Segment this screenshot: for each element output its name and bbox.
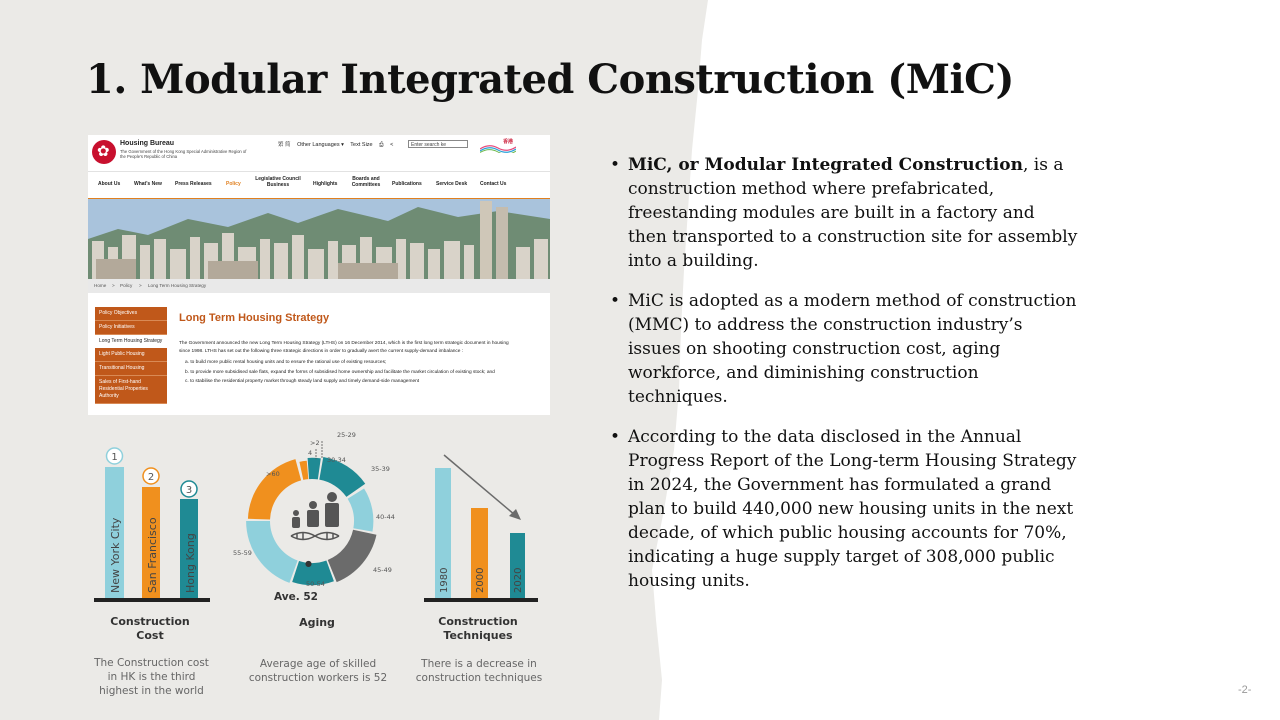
aging-title: Aging	[299, 616, 335, 629]
aging-caption-line: Average age of skilled	[259, 658, 377, 670]
page-body	[179, 340, 509, 388]
bullet-item	[608, 425, 1078, 593]
side-item-sales-authority[interactable]: Sales of First-hand Residential Properties Authority	[95, 376, 167, 404]
bullet-item	[608, 289, 1078, 409]
brand-hk-logo: 香港	[503, 139, 514, 145]
techniques-caption-line: There is a decrease in	[421, 658, 537, 670]
breadcrumb	[88, 279, 550, 293]
bullet-text: MiC is adopted as a modern method of construction (MMC) to address the construction industry’s issues on shooting construction cost, aging workforce, and diminishing construction techniques.	[628, 291, 1077, 407]
year-label-1980: 1980	[439, 567, 450, 593]
side-item-light-public-housing[interactable]: Light Public Housing	[95, 348, 167, 362]
aging-caption	[243, 657, 393, 685]
rank-3-label: 3	[185, 485, 193, 496]
city-label-new-york: New York City	[109, 517, 122, 593]
cost-title-line: Construction	[110, 615, 190, 628]
slide-title: 1. Modular Integrated Construction (MiC)	[86, 56, 1014, 103]
donut-label: 50-54	[306, 580, 325, 588]
bullet-lead: MiC, or Modular Integrated Construction	[628, 155, 1023, 175]
website-search-input[interactable]: Enter search ke	[408, 140, 468, 148]
cost-title-line: Cost	[136, 629, 164, 642]
cost-caption-line: in HK is the third	[107, 671, 196, 683]
website-nav	[88, 171, 550, 200]
side-item-lths[interactable]: Long Term Housing Strategy	[95, 335, 167, 348]
average-age-label: Ave. 52	[274, 591, 318, 603]
bureau-subtitle: The Government of the Hong Kong Special Administrative Region of the People's Republic of China	[120, 149, 247, 159]
donut-label: >60	[266, 470, 280, 478]
donut-label: >2	[310, 439, 320, 447]
cost-caption	[85, 656, 218, 698]
bullet-item	[608, 153, 1078, 273]
side-item-initiatives[interactable]: Policy Initiatives	[95, 321, 167, 335]
nav-item-service-desk[interactable]: Service Desk	[436, 181, 468, 187]
breadcrumb-separator: >	[112, 283, 115, 288]
donut-label: 40-44	[376, 513, 395, 521]
nav-item-about[interactable]: About Us	[98, 181, 121, 187]
decrease-arrow-icon	[444, 455, 515, 515]
city-skyline-banner	[88, 199, 550, 279]
cost-caption-line: highest in the world	[99, 685, 204, 697]
year-label-2000: 2000	[475, 567, 486, 593]
page-item: c. to stabilise the residential property market through steady land supply and timely demand-side management	[185, 379, 420, 384]
aging-caption-line: construction workers is 52	[248, 672, 388, 684]
techniques-caption	[413, 657, 545, 685]
page-item: a. to build more public rental housing units and to ensure the rational use of existing resources;	[185, 360, 387, 365]
donut-segment	[299, 461, 308, 480]
techniques-title-line: Techniques	[443, 629, 513, 642]
nav-item-press[interactable]: Press Releases	[175, 181, 212, 187]
donut-label: 45-49	[373, 566, 392, 574]
text-size-link[interactable]: Text Size	[350, 142, 373, 148]
donut-label: 55-59	[233, 549, 252, 557]
rank-1-label: 1	[111, 452, 118, 463]
bullet-list	[608, 153, 1078, 609]
nav-item-whats-new[interactable]: What's New	[134, 181, 162, 187]
year-label-2020: 2020	[513, 567, 524, 593]
cost-caption-line: The Construction cost	[94, 657, 209, 669]
breadcrumb-current: Long Term Housing Strategy	[148, 283, 207, 288]
share-icon[interactable]: <	[390, 142, 394, 148]
techniques-title-line: Construction	[438, 615, 518, 628]
cost-title	[100, 615, 200, 643]
city-label-san-francisco: San Francisco	[146, 517, 159, 593]
construction-infographic	[85, 425, 555, 710]
donut-label: 25-29	[337, 431, 356, 439]
donut-label: 30-34	[327, 456, 346, 464]
hk-emblem-icon	[92, 140, 116, 164]
side-item-objectives[interactable]: Policy Objectives	[95, 307, 167, 321]
nav-item-contact[interactable]: Contact Us	[480, 181, 507, 187]
donut-label: 4	[308, 449, 313, 457]
page-number: -2-	[1238, 684, 1252, 696]
city-label-hong-kong: Hong Kong	[184, 533, 197, 593]
nav-item-boards[interactable]: Boards and Committees	[351, 176, 381, 188]
chinese-toggle[interactable]: 繁 简	[278, 142, 291, 148]
bullet-text: , is a construction method where prefabricated, freestanding modules are built in a factory and then transported to a construction site for assembly into a building.	[628, 155, 1078, 271]
techniques-title	[428, 615, 528, 643]
donut-label: 35-39	[371, 465, 390, 473]
cost-baseline	[94, 598, 210, 602]
breadcrumb-home[interactable]: Home	[94, 283, 107, 288]
page-item: b. to provide more subsidised sale flats, expand the forms of subsidised home ownership and facilitate the market circulation of existing stock; and	[185, 369, 495, 375]
nav-item-publications[interactable]: Publications	[392, 181, 422, 187]
aging-marker: ●	[305, 559, 312, 568]
donut-segment	[308, 458, 321, 480]
page-intro: The Government announced the new Long Term Housing Strategy (LTHS) on 16 December 2014, which is the first long term strategic document in housing since 1998. LTHS has set out the following three strategic directions in order to gradually avert the current supply-demand imbalance :	[179, 341, 509, 354]
bullet-text: According to the data disclosed in the Annual Progress Report of the Long-term Housing Strategy in 2024, the Government has formulated a grand plan to build 440,000 new housing units in the next decade, of which public housing accounts for 70%, indicating a huge supply target of 308,000 public housing units.	[628, 427, 1077, 591]
tech-baseline	[424, 598, 538, 602]
housing-bureau-website-screenshot	[88, 135, 550, 415]
other-languages-link[interactable]: Other Languages ▾	[297, 142, 344, 148]
side-item-transitional-housing[interactable]: Transitional Housing	[95, 362, 167, 376]
page-heading: Long Term Housing Strategy	[179, 312, 330, 324]
nav-item-legco[interactable]: Legislative Council Business	[255, 176, 301, 188]
rank-2-label: 2	[147, 472, 155, 483]
nav-item-policy[interactable]: Policy	[226, 181, 241, 187]
bureau-name: Housing Bureau	[120, 140, 175, 147]
utility-bar	[278, 140, 398, 149]
print-icon[interactable]: ⎙	[379, 142, 384, 148]
website-header	[88, 135, 550, 171]
techniques-caption-line: construction techniques	[415, 672, 543, 684]
breadcrumb-separator: >	[139, 283, 142, 288]
breadcrumb-policy[interactable]: Policy	[120, 283, 133, 288]
policy-side-menu	[95, 307, 167, 404]
nav-item-highlights[interactable]: Highlights	[313, 181, 338, 187]
